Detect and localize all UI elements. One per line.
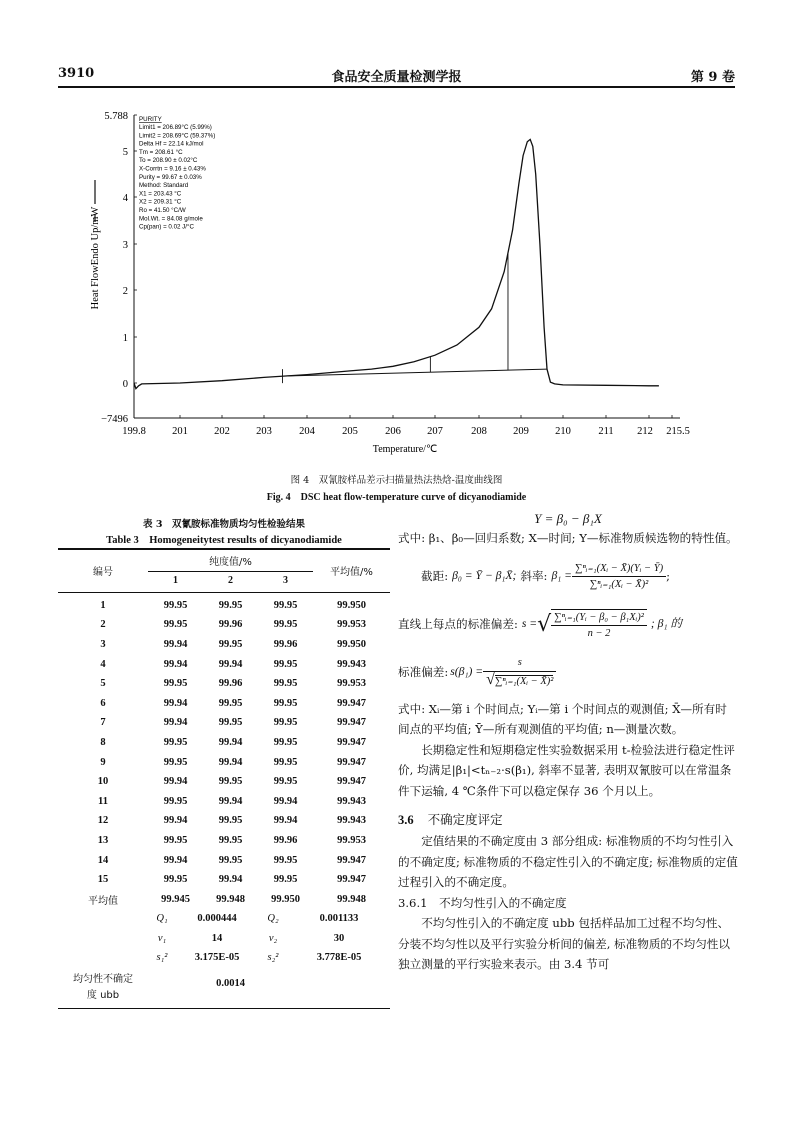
table-cell: 99.943 xyxy=(337,815,366,827)
x-tick-label: 206 xyxy=(385,426,401,437)
table-cell: 13 xyxy=(97,834,109,846)
stat-symbol: Q₂ xyxy=(267,913,279,925)
stat-value: 14 xyxy=(211,932,223,944)
table-cell: 99.94 xyxy=(273,795,298,807)
figure-caption-cn: 图 4 双氰胺样品差示扫描量热法热焓-温度曲线图 xyxy=(290,475,503,486)
table-cell: 99.947 xyxy=(337,697,366,709)
sdb-denominator xyxy=(483,672,556,690)
table-cell: 99.96 xyxy=(273,834,298,846)
x-tick-label: 199.8 xyxy=(122,426,146,437)
slope-label: 斜率: xyxy=(520,569,548,584)
annotation-line: Purity = 99.67 ± 0.03% xyxy=(139,173,202,181)
sd-label: 直线上每点的标准偏差: xyxy=(398,617,518,632)
table-cell: 99.95 xyxy=(218,638,243,650)
annotation-line: X-Corrtn = 9.16 ± 0.43% xyxy=(139,165,206,173)
table-cell: 2 xyxy=(100,619,106,631)
table-cell: 99.950 xyxy=(337,638,366,650)
table-cell: 99.95 xyxy=(273,717,298,729)
table-cell: 99.94 xyxy=(218,874,243,886)
table-cell: 99.950 xyxy=(337,599,366,611)
y-tick-label: 3 xyxy=(122,240,128,251)
table-row xyxy=(58,831,390,851)
table-row xyxy=(58,693,390,713)
header-rule xyxy=(58,86,735,88)
x-tick-label: 215.5 xyxy=(666,426,690,437)
x-tick-label: 205 xyxy=(342,426,358,437)
table-row xyxy=(58,772,390,792)
table-cell: 99.947 xyxy=(337,776,366,788)
table-cell: 8 xyxy=(100,736,106,748)
volume-label: 第 9 卷 xyxy=(690,70,735,85)
table-row xyxy=(58,733,390,753)
table-row xyxy=(58,654,390,674)
annotation-heading: PURITY xyxy=(139,116,162,123)
table-3 xyxy=(58,548,390,1009)
table-cell: 99.95 xyxy=(273,874,298,886)
table-cell: 99.95 xyxy=(273,736,298,748)
table-mean-row xyxy=(58,889,390,909)
annotation-line: Ro = 41.50 °C/W xyxy=(139,207,186,214)
table-cell: 99.95 xyxy=(218,697,243,709)
table-row xyxy=(58,850,390,870)
table-stats xyxy=(58,909,390,968)
table-cell: 99.94 xyxy=(273,815,298,827)
purity-annotation xyxy=(139,116,215,231)
slope-fraction xyxy=(572,561,666,592)
annotation-line: Limit1 = 206.89°C (5.99%) xyxy=(139,124,212,131)
table-cell: 99.94 xyxy=(163,717,188,729)
stat-symbol: Q₁ xyxy=(156,913,168,925)
table-cell: 99.95 xyxy=(218,599,243,611)
sub-col-3: 3 xyxy=(283,574,288,586)
table-cell: 99.95 xyxy=(163,756,188,768)
table-row xyxy=(58,791,390,811)
sd-numerator: ∑ⁿᵢ₌₁(Yᵢ − β₀ − β₁Xᵢ)² xyxy=(551,610,647,626)
table-row xyxy=(58,713,390,733)
table-cell: 99.953 xyxy=(337,834,366,846)
table-cell: 99.943 xyxy=(337,658,366,670)
table-cell: 99.95 xyxy=(218,815,243,827)
table-cell: 99.95 xyxy=(163,736,188,748)
annotation-line: Limit2 = 208.69°C (59.37%) xyxy=(139,132,216,140)
annotation-line: Method: Standard xyxy=(139,182,189,190)
table-cell: 99.95 xyxy=(273,776,298,788)
table-cell: 99.96 xyxy=(273,638,298,650)
table-cell: 99.94 xyxy=(218,795,243,807)
annotation-line: Cp(pan) = 0.02 J/°C xyxy=(139,223,194,231)
annotation-line: Mol.Wt. = 84.08 g/mole xyxy=(139,215,203,223)
x-tick-label: 212 xyxy=(637,426,653,437)
table-stats-row xyxy=(58,909,390,929)
y-tick-label: 5.788 xyxy=(104,111,128,122)
slope-lhs: β₁ = xyxy=(551,569,572,583)
annotation-line: X2 = 209.31 °C xyxy=(139,198,182,206)
table-cell-empty xyxy=(58,929,148,949)
table-cell: 99.945 xyxy=(161,893,190,905)
table-cell: 99.948 xyxy=(216,893,245,905)
table-cell: 6 xyxy=(100,697,106,709)
stat-value: 0.000444 xyxy=(197,913,237,925)
intercept-equation: β₀ = Ȳ − β₁X̄; xyxy=(452,569,517,583)
sd-fraction xyxy=(551,609,647,641)
table-cell: 99.95 xyxy=(273,697,298,709)
table-cell: 99.947 xyxy=(337,756,366,768)
table-cell: 99.95 xyxy=(218,717,243,729)
table-cell: 99.943 xyxy=(337,795,366,807)
x-tick-label: 207 xyxy=(427,426,443,437)
table-cell: 99.94 xyxy=(163,854,188,866)
table-cell: 99.95 xyxy=(273,658,298,670)
sd-tail: ; β₁ 的 xyxy=(650,617,682,631)
journal-title: 食品安全质量检测学报 xyxy=(331,70,462,85)
x-tick-label: 203 xyxy=(256,426,272,437)
section-title: 不确定度评定 xyxy=(427,812,503,827)
table-cell: 99.953 xyxy=(337,678,366,690)
table-cell: 99.94 xyxy=(163,815,188,827)
y-tick-label: 2 xyxy=(122,286,128,297)
table-cell: 14 xyxy=(97,854,109,866)
paragraph-variables: 式中: Xᵢ—第 i 个时间点; Yᵢ—第 i 个时间点的观测值; X̄—所有时间点的平均值; Ȳ—所有观测值的平均值; n—测量次数。 xyxy=(398,701,727,736)
sqrt-icon: √ xyxy=(486,671,495,688)
table-cell: 7 xyxy=(100,717,106,729)
y-tick-label: 0 xyxy=(122,379,128,390)
x-tick-label: 209 xyxy=(513,426,529,437)
table-cell: 1 xyxy=(100,599,106,611)
x-axis-label: Temperature/℃ xyxy=(372,444,438,455)
stat-symbol: ν₂ xyxy=(268,932,278,944)
dsc-chart xyxy=(0,100,793,465)
table-cell: 3 xyxy=(100,638,106,650)
equation-regression: Y = β₀ − β₁X xyxy=(534,511,602,526)
slope-numerator: ∑ⁿᵢ₌₁(Xᵢ − X̄)(Yᵢ − Ȳ) xyxy=(572,561,666,577)
ubb-label-2: 度 ubb xyxy=(86,989,120,1001)
annotation-line: Tm = 208.61 °C xyxy=(139,148,183,156)
table-cell: 99.95 xyxy=(218,776,243,788)
x-tick-label: 204 xyxy=(299,426,315,437)
stat-value: 3.778E-05 xyxy=(316,952,362,964)
stat-value: 3.175E-05 xyxy=(194,952,240,964)
x-tick-label: 211 xyxy=(598,426,614,437)
table-cell: 99.95 xyxy=(163,874,188,886)
paragraph-coefficients: 式中: β₁、β₀—回归系数; X—时间; Y—标准物质候选物的特性值。 xyxy=(398,531,738,545)
table-cell: 99.94 xyxy=(163,658,188,670)
stat-value: 0.001133 xyxy=(319,913,359,925)
table-cell: 11 xyxy=(98,795,108,807)
stat-symbol: ν₁ xyxy=(157,932,167,944)
y-tick-label: 1 xyxy=(122,333,128,344)
col-header-id: 编号 xyxy=(93,566,113,578)
table-title-cn: 表 3 双氰胺标准物质均匀性检验结果 xyxy=(143,519,305,530)
table-cell: 99.95 xyxy=(273,756,298,768)
table-cell: 99.95 xyxy=(163,619,188,631)
table-cell: 99.947 xyxy=(337,874,366,886)
equation-sd-beta xyxy=(398,649,738,697)
equation-intercept-slope: 截距: β₀ = Ȳ − β₁X̄; 斜率: β₁ = $\frac{\text{∑ⁿᵢ₌₁(Xᵢ − X̄)(Yᵢ − Ȳ)}}{\text{∑ⁿᵢ₌₁(Xᵢ − X̄)²}}$ ; xyxy=(421,563,671,590)
subsection-3-6-1: 3.6.1 不均匀性引入的不确定度 xyxy=(398,895,567,910)
section-number: 3.6 xyxy=(398,813,414,827)
sqrt-icon: √ xyxy=(537,611,552,637)
table-cell: 99.947 xyxy=(337,717,366,729)
sd-denominator: n − 2 xyxy=(587,627,611,639)
table-cell: 99.95 xyxy=(163,834,188,846)
table-cell: 99.95 xyxy=(163,678,188,690)
figure-caption-en: Fig. 4 DSC heat flow-temperature curve of dicyanodiamide xyxy=(266,492,527,503)
section-3-6-heading xyxy=(398,809,738,831)
sdb-label: 标准偏差: xyxy=(398,665,449,680)
table-cell: 99.95 xyxy=(273,678,298,690)
table-cell: 99.94 xyxy=(163,638,188,650)
table-cell: 99.94 xyxy=(218,658,243,670)
annotation-line: To = 208.90 ± 0.02°C xyxy=(139,157,198,165)
table-cell: 99.948 xyxy=(337,893,366,905)
sdb-denominator-text: ∑ⁿᵢ₌₁(Xᵢ − X̄)² xyxy=(494,676,554,687)
stat-symbol: s₁² xyxy=(156,952,168,964)
dsc-curve xyxy=(134,139,659,388)
table-cell: 99.95 xyxy=(218,854,243,866)
table-cell: 99.947 xyxy=(337,854,366,866)
paragraph-uncertainty: 定值结果的不确定度由 3 部分组成: 标准物质的不均匀性引入的不确定度; 标准物质的不稳定性引入的不确定度; 标准物质的定值过程引入的不确定度。 xyxy=(398,834,738,889)
table-cell: 99.950 xyxy=(271,893,300,905)
y-axis-label: Heat FlowEndo Up/mW xyxy=(90,206,101,310)
x-tick-label: 208 xyxy=(471,426,487,437)
table-cell: 99.947 xyxy=(337,736,366,748)
table-cell: 9 xyxy=(100,756,106,768)
table-cell: 99.96 xyxy=(218,619,243,631)
table-row xyxy=(58,811,390,831)
x-tick-label: 210 xyxy=(555,426,571,437)
sdb-fraction xyxy=(483,655,556,690)
ubb-label-1: 均匀性不确定 xyxy=(73,973,133,985)
table-stats-row xyxy=(58,929,390,949)
table-cell: 15 xyxy=(97,874,109,886)
ubb-value: 0.0014 xyxy=(216,977,245,989)
table-body xyxy=(58,596,390,910)
table-cell: 99.96 xyxy=(218,678,243,690)
col-header-purity: 纯度值/% xyxy=(209,556,252,568)
ubb-row xyxy=(58,968,390,1008)
sdb-lhs: s(β₁) = xyxy=(450,665,484,679)
col-header-mean: 平均值/% xyxy=(330,566,373,578)
table-cell: 99.95 xyxy=(163,599,188,611)
table-cell: 99.94 xyxy=(218,736,243,748)
stat-value: 30 xyxy=(333,932,345,944)
table-cell: 99.95 xyxy=(273,619,298,631)
sub-col-2: 2 xyxy=(228,574,233,586)
table-row xyxy=(58,752,390,772)
table-cell: 99.95 xyxy=(163,795,188,807)
header-sub-rule xyxy=(148,571,313,572)
sdb-numerator: s xyxy=(483,655,556,672)
y-tick-label: −7496 xyxy=(101,414,128,425)
y-axis-ticks xyxy=(101,111,137,425)
paragraph-inhomogeneity: 不均匀性引入的不确定度 ubb 包括样品加工过程不均匀性、分装不均匀性以及平行实验分析间的偏差, 标准物质的不均匀性以独立测量的平行实验来表示。由 3.4 节可 xyxy=(398,916,730,971)
table-cell-empty xyxy=(58,948,148,968)
page-number: 3910 xyxy=(58,66,95,81)
table-cell: 99.94 xyxy=(163,697,188,709)
paragraph-stability: 长期稳定性和短期稳定性实验数据采用 t-检验法进行稳定性评价, 均满足|β₁|<tₙ₋₂·s(β₁), 斜率不显著, 表明双氰胺可以在常温条件下运输, 4 ℃条件下可以稳定保存 36 个月以上。 xyxy=(398,742,735,798)
table-cell: 平均值 xyxy=(88,895,118,907)
table-cell: 99.95 xyxy=(218,834,243,846)
table-cell: 99.95 xyxy=(273,854,298,866)
table-row xyxy=(58,596,390,616)
sd-lhs: s = xyxy=(521,617,538,631)
table-cell: 99.94 xyxy=(163,776,188,788)
intercept-label: 截距: xyxy=(421,569,449,584)
table-cell-empty xyxy=(58,909,148,929)
stat-symbol: s₂² xyxy=(267,952,279,964)
table-cell: 99.95 xyxy=(273,599,298,611)
annotation-line: Delta Hf = 22.14 kJ/mol xyxy=(139,140,204,148)
table-cell: 12 xyxy=(97,815,109,827)
equation-sd xyxy=(398,603,738,647)
y-tick-label: 5 xyxy=(122,147,128,158)
table-row xyxy=(58,870,390,890)
sub-col-1: 1 xyxy=(173,574,178,586)
table-cell: 10 xyxy=(97,776,109,788)
y-tick-label: 4 xyxy=(122,193,128,204)
x-tick-label: 202 xyxy=(214,426,230,437)
table-stats-row xyxy=(58,948,390,968)
annotation-line: X1 = 203.43 °C xyxy=(139,190,182,198)
slope-denominator: ∑ⁿᵢ₌₁(Xᵢ − X̄)² xyxy=(589,579,649,590)
x-tick-label: 201 xyxy=(172,426,188,437)
table-row xyxy=(58,615,390,635)
table-title-en: Table 3 Homogeneitytest results of dicyanodiamide xyxy=(106,535,342,546)
table-row xyxy=(58,674,390,694)
table-cell: 99.94 xyxy=(218,756,243,768)
table-cell: 99.953 xyxy=(337,619,366,631)
table-cell: 5 xyxy=(100,678,106,690)
table-cell: 4 xyxy=(100,658,106,670)
table-row xyxy=(58,635,390,655)
